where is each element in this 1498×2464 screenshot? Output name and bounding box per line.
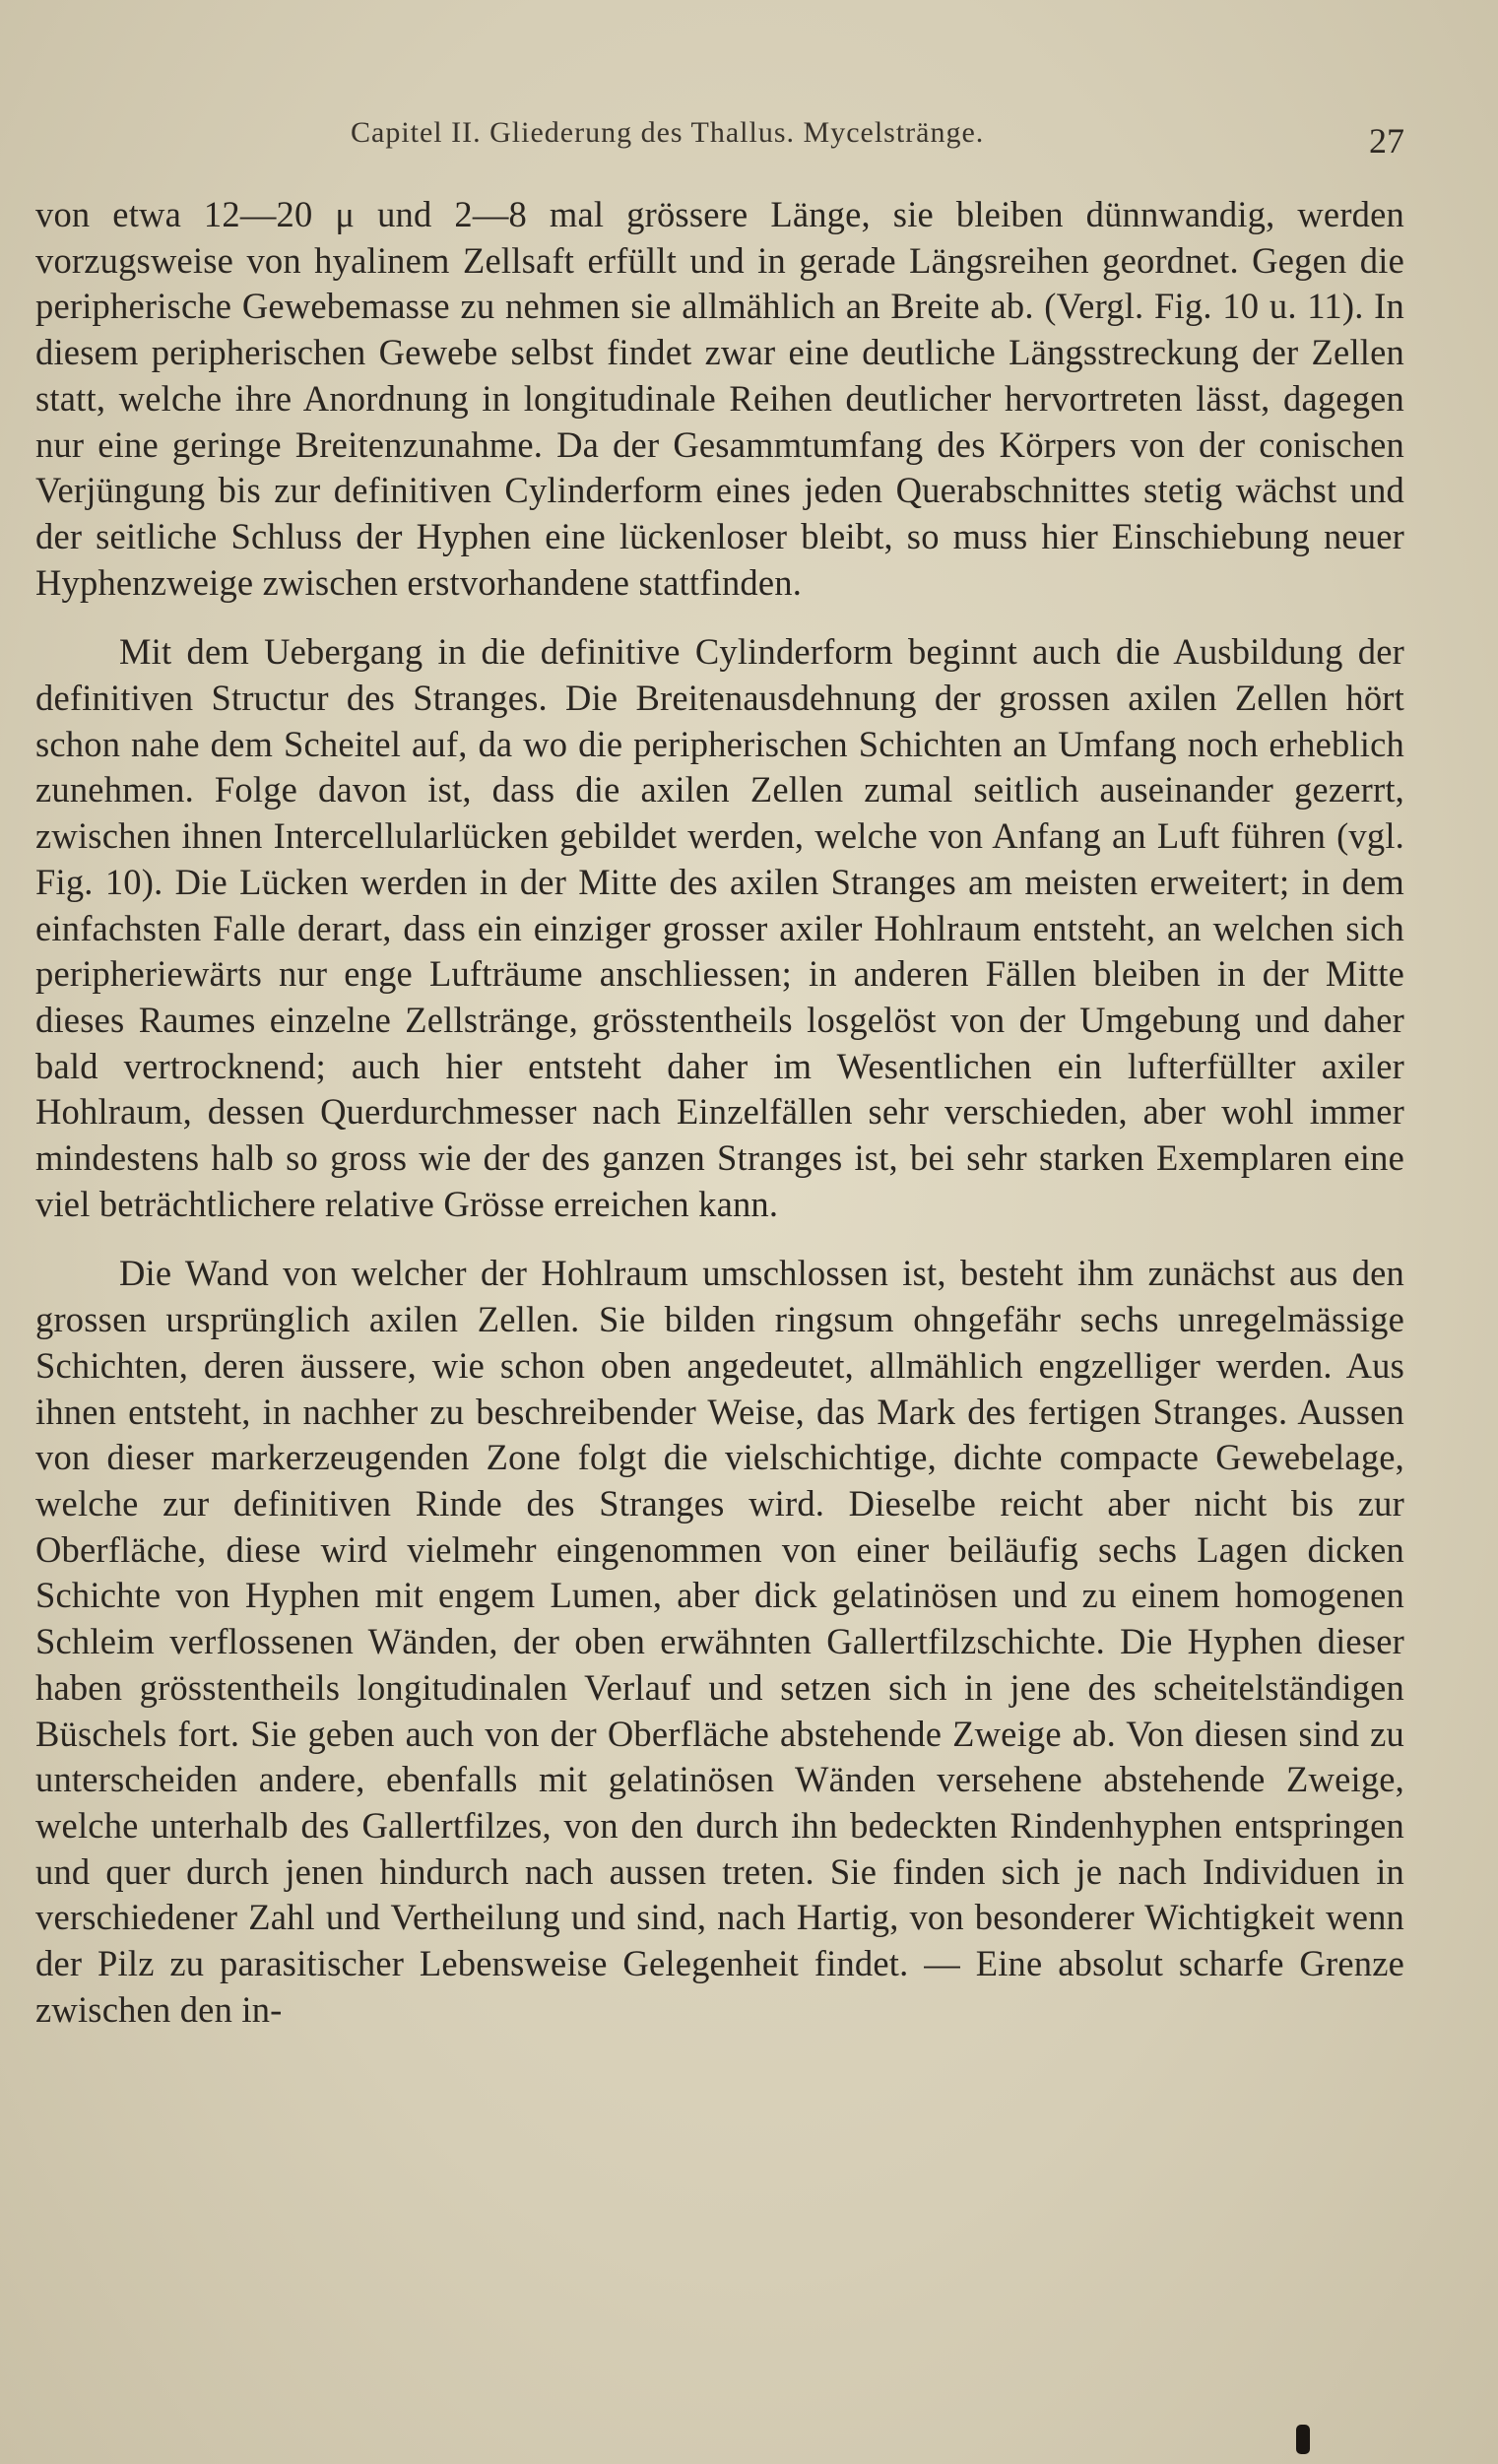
page-number: 27	[1369, 121, 1404, 161]
body-text	[35, 192, 1404, 2033]
paragraph-1: von etwa 12—20 μ und 2—8 mal grössere Länge, sie bleiben dünnwandig, werden vorzugsweise von hyalinem Zellsaft erfüllt und in gerade Längsreihen geordnet. Gegen die peripherische Gewebemasse zu nehmen sie allmählich an Breite ab. (Vergl. Fig. 10 u. 11). In diesem peripherischen Gewebe selbst findet zwar eine deutliche Längsstreckung der Zellen statt, welche ihre Anordnung in longitudinale Reihen deutlicher hervortreten lässt, dagegen nur eine geringe Breitenzunahme. Da der Gesammtumfang des Körpers von der conischen Verjüngung bis zur definitiven Cylinderform eines jeden Querabschnittes stetig wächst und der seitliche Schluss der Hyphen eine lückenloser bleibt, so muss hier Einschiebung neuer Hyphenzweige zwischen erstvorhandene stattfinden.	[35, 194, 1404, 603]
paragraph-2: Mit dem Uebergang in die definitive Cylinderform beginnt auch die Ausbildung der definitiven Structur des Stranges. Die Breitenausdehnung der grossen axilen Zellen hört schon nahe dem Scheitel auf, da wo die peripherischen Schichten an Umfang noch erheblich zunehmen. Folge davon ist, dass die axilen Zellen zumal seitlich auseinander gezerrt, zwischen ihnen Intercellularlücken gebildet werden, welche von Anfang an Luft führen (vgl. Fig. 10). Die Lücken werden in der Mitte des axilen Stranges am meisten erweitert; in dem einfachsten Falle derart, dass ein einziger grosser axiler Hohlraum entsteht, an welchen sich peripheriewärts nur enge Lufträume anschliessen; in anderen Fällen bleiben in der Mitte dieses Raumes einzelne Zellstränge, grösstentheils losgelöst von der Umgebung und daher bald vertrocknend; auch hier entsteht daher im Wesentlichen ein lufterfüllter axiler Hohlraum, dessen Querdurchmesser nach Einzelfällen sehr verschieden, aber wohl immer mindestens halb so gross wie der des ganzen Stranges ist, bei sehr starken Exemplaren eine viel beträchtlichere relative Grösse erreichen kann.	[35, 631, 1404, 1224]
running-title: Capitel II. Gliederung des Thallus. Mycelstränge.	[351, 116, 985, 149]
ink-speck	[1296, 2425, 1310, 2454]
running-head	[35, 116, 1404, 165]
paragraph-3: Die Wand von welcher der Hohlraum umschlossen ist, besteht ihm zunächst aus den grossen ursprünglich axilen Zellen. Sie bilden ringsum ohngefähr sechs unregelmässige Schichten, deren äussere, wie schon oben angedeutet, allmählich engzelliger werden. Aus ihnen entsteht, in nachher zu beschreibender Weise, das Mark des fertigen Stranges. Aussen von dieser markerzeugenden Zone folgt die vielschichtige, dichte compacte Gewebelage, welche zur definitiven Rinde des Stranges wird. Dieselbe reicht aber nicht bis zur Oberfläche, diese wird vielmehr eingenommen von einer beiläufig sechs Lagen dicken Schichte von Hyphen mit engem Lumen, aber dick gelatinösen und zu einem homogenen Schleim verflossenen Wänden, der oben erwähnten Gallertfilzschichte. Die Hyphen dieser haben grösstentheils longitudinalen Verlauf und setzen sich in jene des scheitelständigen Büschels fort. Sie geben auch von der Oberfläche abstehende Zweige ab. Von diesen sind zu unterscheiden andere, ebenfalls mit gelatinösen Wänden versehene abstehende Zweige, welche unterhalb des Gallertfilzes, von den durch ihn bedeckten Rindenhyphen entspringen und quer durch jenen hindurch nach aussen treten. Sie finden sich je nach Individuen in verschiedener Zahl und Vertheilung und sind, nach Hartig, von besonderer Wichtigkeit wenn der Pilz zu parasitischer Lebensweise Gelegenheit findet. — Eine absolut scharfe Grenze zwischen den in-	[35, 1253, 1404, 2030]
